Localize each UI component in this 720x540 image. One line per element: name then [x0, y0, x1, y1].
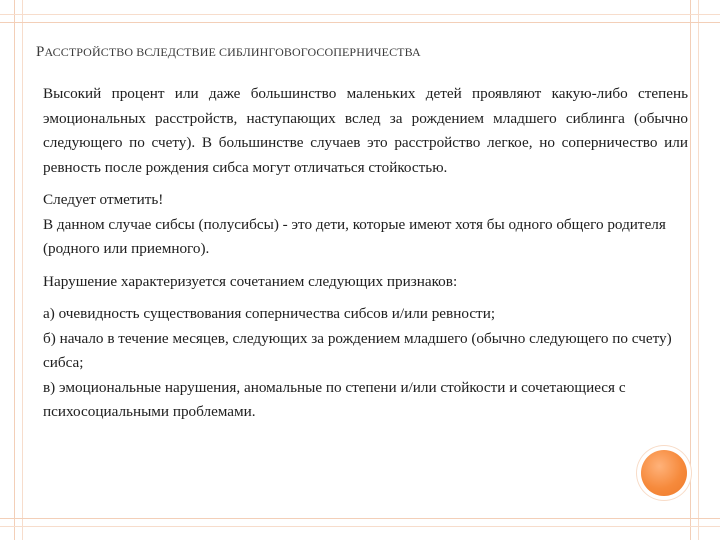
frame-line-top-inner — [0, 22, 720, 23]
frame-line-bottom-inner — [0, 518, 720, 519]
decorative-orange-circle — [641, 450, 687, 496]
criteria-item-b: б) начало в течение месяцев, следующих за рождением младшего (обычно следующего по счету) сибса; — [43, 329, 672, 371]
frame-line-top — [0, 14, 720, 15]
frame-line-left-inner — [22, 0, 23, 540]
slide-body — [43, 82, 688, 425]
frame-line-left — [14, 0, 15, 540]
criteria-intro: Нарушение характеризуется сочетанием следующих признаков: — [43, 272, 458, 290]
intro-paragraph: Высокий процент или даже большинство маленьких детей проявляют какую-либо степень эмоциональных расстройств, наступающих вслед за рождением младшего сиблинга (обычно следующего по счету). В большинстве случаев это расстройство легкое, но соперничество или ревность после рождения сибса могут отличаться стойкостью. — [43, 85, 688, 176]
frame-line-right-outer — [698, 0, 699, 540]
slide-title — [36, 44, 421, 61]
slide-title-rest: АССТРОЙСТВО ВСЛЕДСТВИЕ СИБЛИНГОВОГОСОПЕРНИЧЕСТВА — [44, 45, 421, 59]
note-heading: Следует отметить! — [43, 191, 164, 208]
frame-line-right — [690, 0, 691, 540]
criteria-item-c: в) эмоциональные нарушения, аномальные по степени и/или стойкости и сочетающиеся с психосоциальными проблемами. — [43, 378, 626, 420]
criteria-item-a: а) очевидность существования соперничества сибсов и/или ревности; — [43, 305, 496, 322]
note-text: В данном случае сибсы (полусибсы) - это дети, которые имеют хотя бы одного общего родителя (родного или приемного). — [43, 215, 666, 257]
frame-line-bottom — [0, 526, 720, 527]
slide-title-initial: Р — [36, 44, 45, 60]
